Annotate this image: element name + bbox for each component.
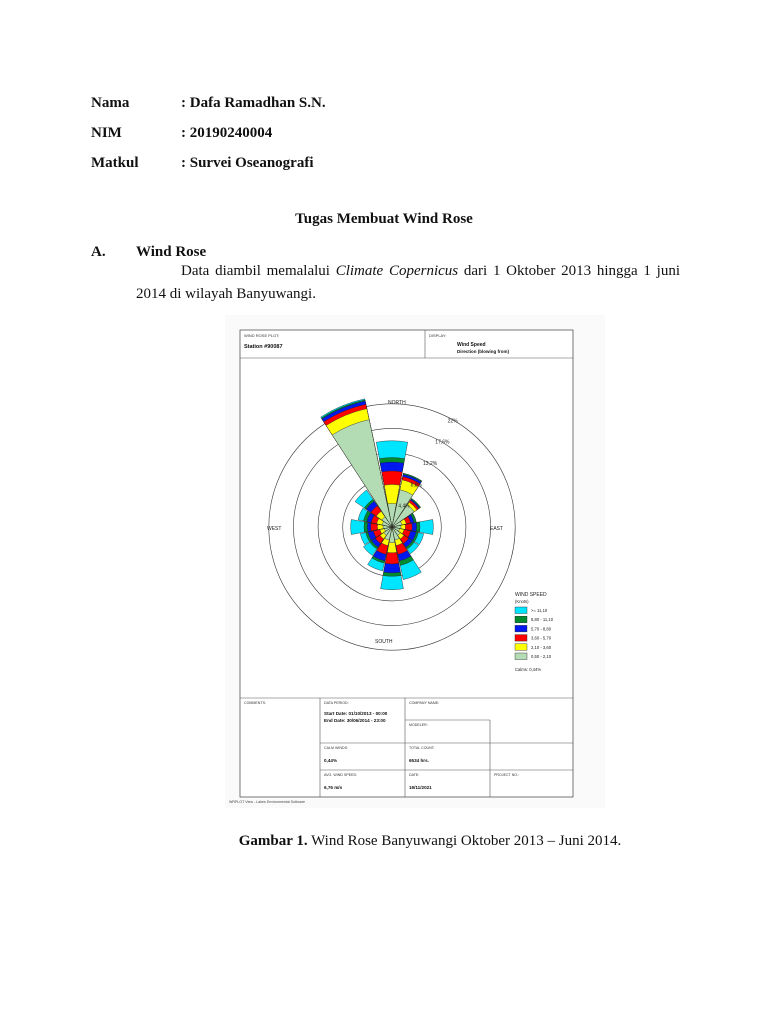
legend-swatch-5 <box>515 653 527 660</box>
total-count-label: TOTAL COUNT: <box>409 746 435 750</box>
avg-speed-label: AVG. WIND SPEED: <box>324 773 358 777</box>
wind-rose-svg <box>225 315 605 808</box>
legend-label-4: 2,10 - 3,60 <box>531 644 552 650</box>
display-value: Wind Speed <box>457 342 486 348</box>
legend-label-0: >= 11,10 <box>531 608 548 613</box>
section-paragraph <box>136 260 680 306</box>
station-name: Station #90087 <box>244 344 283 350</box>
nama-label: Nama <box>91 95 130 111</box>
legend-label-3: 3,60 - 5,70 <box>531 635 552 641</box>
task-title: Tugas Membuat Wind Rose <box>295 211 473 227</box>
dir-east: EAST <box>490 526 504 532</box>
legend-title: WIND SPEED <box>515 592 547 598</box>
ring-label-3: 17,6% <box>435 439 450 446</box>
section-title: Wind Rose <box>136 244 207 260</box>
legend-swatch-4 <box>515 644 527 651</box>
date-label: DATE: <box>409 773 420 777</box>
display-label: DISPLAY: <box>429 333 447 338</box>
legend-unit: (Knots) <box>515 599 529 604</box>
nim-value: : 20190240004 <box>181 125 273 141</box>
legend-swatch-0 <box>515 607 527 614</box>
nama-value: : Dafa Ramadhan S.N. <box>181 95 326 111</box>
plot-label: WIND ROSE PLOT: <box>244 333 280 338</box>
figure-footer: WRPLOT View - Lakes Environmental Software <box>229 800 305 804</box>
dir-south: SOUTH <box>375 639 393 645</box>
para-post: dari 1 Oktober 2013 hingga 1 juni <box>458 263 680 279</box>
legend-swatch-3 <box>515 635 527 642</box>
data-period-label: DATA PERIOD: <box>324 701 349 705</box>
project-label: PROJECT NO.: <box>494 773 520 777</box>
ring-label-4: 22% <box>447 418 458 425</box>
end-date: End Date: 30/06/2014 - 23:00 <box>324 718 386 723</box>
legend-label-1: 8,80 - 11,10 <box>531 617 554 623</box>
calms-text: Calms: 0,44% <box>515 667 542 672</box>
matkul-label: Matkul <box>91 155 139 171</box>
nim-label: NIM <box>91 125 122 141</box>
avg-speed-value: 6,76 m/s <box>324 785 343 790</box>
matkul-value: : Survei Oseanografi <box>181 155 314 171</box>
company-label: COMPANY NAME: <box>409 701 440 705</box>
ring-label-1: 8,8% <box>410 482 423 489</box>
ring-label-0: 4,4% <box>398 503 410 510</box>
caption-bold: Gambar 1. <box>238 833 308 849</box>
total-count-value: 6534 hrs. <box>409 758 429 763</box>
start-date: Start Date: 01/10/2013 - 00:00 <box>324 711 388 716</box>
wind-rose-figure <box>225 315 605 808</box>
paragraph-line-1 <box>136 260 680 283</box>
legend-swatch-2 <box>515 625 527 632</box>
paragraph-line-2: 2014 di wilayah Banyuwangi. <box>136 286 316 302</box>
ring-label-2: 13,2% <box>423 461 438 467</box>
display-sub: Direction (blowing from) <box>457 349 509 354</box>
dir-west: WEST <box>267 526 282 532</box>
para-pre: Data diambil memalalui <box>181 263 336 279</box>
figure-caption <box>0 833 768 850</box>
legend-swatch-1 <box>515 616 527 623</box>
section-letter: A. <box>91 244 106 260</box>
calm-winds-label: CALM WINDS: <box>324 746 348 750</box>
para-italic: Climate Copernicus <box>335 263 459 279</box>
calm-winds-value: 0,44% <box>324 758 338 763</box>
dir-north: NORTH <box>388 400 406 406</box>
date-value: 19/11/2021 <box>409 785 432 790</box>
legend-label-5: 0,50 - 2,10 <box>531 654 552 659</box>
comments-label: COMMENTS: <box>244 701 266 705</box>
caption-text: Wind Rose Banyuwangi Oktober 2013 – Juni 2014. <box>307 833 622 849</box>
modeler-label: MODELER: <box>409 723 428 727</box>
legend-label-2: 5,70 - 8,80 <box>531 626 552 632</box>
